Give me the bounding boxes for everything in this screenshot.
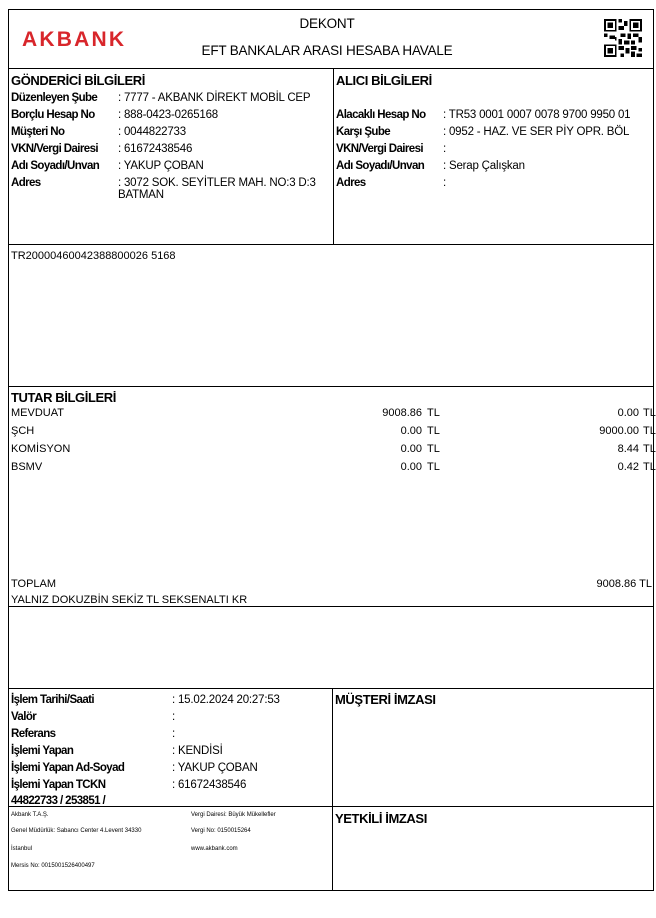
sender-address-line2: BATMAN bbox=[118, 189, 164, 201]
sender-receiver-divider bbox=[333, 68, 334, 244]
transaction-date-label: İşlem Tarihi/Saati bbox=[11, 694, 94, 706]
amount-row-debit-currency: TL bbox=[427, 461, 440, 473]
performer-name-value: : YAKUP ÇOBAN bbox=[172, 762, 258, 774]
signature-divider bbox=[332, 688, 333, 891]
value-date-label: Valör bbox=[11, 711, 37, 723]
sender-tax-value: : 61672438546 bbox=[118, 143, 193, 155]
parties-divider bbox=[8, 244, 654, 245]
customer-signature-label: MÜŞTERİ İMZASI bbox=[335, 692, 436, 707]
amount-row-debit: 0.00 bbox=[400, 461, 422, 473]
performer-tckn-value: : 61672438546 bbox=[172, 779, 247, 791]
sender-name-label: Adı Soyadı/Unvan bbox=[11, 160, 100, 172]
akbank-logo: AKBANK bbox=[22, 28, 127, 51]
receiver-tax-label: VKN/Vergi Dairesi bbox=[336, 143, 423, 155]
receiver-address-label: Adres bbox=[336, 177, 366, 189]
transaction-date-value: : 15.02.2024 20:27:53 bbox=[172, 694, 280, 706]
transaction-title: EFT BANKALAR ARASI HESABA HAVALE bbox=[201, 43, 453, 58]
sender-customer-no-value: : 0044822733 bbox=[118, 126, 186, 138]
receiver-account-label: Alacaklı Hesap No bbox=[336, 109, 426, 121]
receiver-branch-label: Karşı Şube bbox=[336, 126, 391, 138]
amount-row-credit-currency: TL bbox=[643, 461, 656, 473]
sender-account-value: : 888-0423-0265168 bbox=[118, 109, 218, 121]
performer-tckn-label: İşlemi Yapan TCKN bbox=[11, 779, 106, 791]
performed-by-value: : KENDİSİ bbox=[172, 745, 223, 757]
transaction-description: TR20000460042388800026 5168 bbox=[11, 250, 176, 262]
amount-row-credit-currency: TL bbox=[643, 443, 656, 455]
amount-row-debit-currency: TL bbox=[427, 425, 440, 437]
sender-address-label: Adres bbox=[11, 177, 41, 189]
bank-tax-no: Vergi No: 0150015264 bbox=[191, 828, 251, 834]
value-date-value: : bbox=[172, 711, 175, 723]
amount-row-debit-currency: TL bbox=[427, 407, 440, 419]
bank-tax-office: Vergi Dairesi: Büyük Mükellefler bbox=[191, 812, 276, 818]
amount-row-credit-currency: TL bbox=[643, 425, 656, 437]
amount-row-label: ŞCH bbox=[11, 425, 35, 437]
sender-name-value: : YAKUP ÇOBAN bbox=[118, 160, 204, 172]
amount-row-credit: 9000.00 bbox=[599, 425, 639, 437]
reference-value: : bbox=[172, 728, 175, 740]
amounts-divider bbox=[8, 606, 654, 607]
bank-head-office: Genel Müdürlük: Sabancı Center 4.Levent 34330 bbox=[11, 828, 142, 834]
description-divider bbox=[8, 386, 654, 387]
amount-row-label: KOMİSYON bbox=[11, 443, 71, 455]
amount-row-credit-currency: TL bbox=[643, 407, 656, 419]
document-type: DEKONT bbox=[299, 16, 355, 31]
receiver-account-value: : TR53 0001 0007 0078 9700 9950 01 bbox=[443, 109, 631, 121]
amount-row-debit: 9008.86 bbox=[382, 407, 422, 419]
total-value: 9008.86 TL bbox=[596, 578, 652, 590]
amount-row-credit: 8.44 bbox=[617, 443, 639, 455]
performed-by-label: İşlemi Yapan bbox=[11, 745, 74, 757]
transaction-divider bbox=[8, 688, 654, 689]
total-label: TOPLAM bbox=[11, 578, 57, 590]
amount-row-credit: 0.42 bbox=[617, 461, 639, 473]
sender-tax-label: VKN/Vergi Dairesi bbox=[11, 143, 98, 155]
amount-row-debit: 0.00 bbox=[400, 425, 422, 437]
reference-label: Referans bbox=[11, 728, 56, 740]
sender-branch-value: : 7777 - AKBANK DİREKT MOBİL CEP bbox=[118, 92, 311, 104]
receiver-section-title: ALICI BİLGİLERİ bbox=[336, 73, 432, 88]
bank-mersis-no: Mersis No: 0015001526400497 bbox=[11, 863, 95, 869]
header-divider bbox=[8, 68, 654, 69]
footer-code: 44822733 / 253851 / bbox=[11, 795, 106, 807]
performer-name-label: İşlemi Yapan Ad-Soyad bbox=[11, 762, 125, 774]
receiver-tax-value: : bbox=[443, 143, 446, 155]
receiver-name-value: : Serap Çalışkan bbox=[443, 160, 525, 172]
receiver-name-label: Adı Soyadı/Unvan bbox=[336, 160, 425, 172]
bank-website: www.akbank.com bbox=[191, 846, 238, 852]
amounts-section-title: TUTAR BİLGİLERİ bbox=[11, 390, 116, 405]
qr-code-icon bbox=[604, 19, 642, 57]
sender-account-label: Borçlu Hesap No bbox=[11, 109, 95, 121]
amount-row-label: MEVDUAT bbox=[11, 407, 64, 419]
bank-company-name: Akbank T.A.Ş. bbox=[11, 812, 49, 818]
amount-row-debit-currency: TL bbox=[427, 443, 440, 455]
sender-customer-no-label: Müşteri No bbox=[11, 126, 65, 138]
authorized-signature-label: YETKİLİ İMZASI bbox=[335, 811, 427, 826]
receiver-branch-value: : 0952 - HAZ. VE SER PİY OPR. BÖL bbox=[443, 126, 630, 138]
sender-section-title: GÖNDERİCİ BİLGİLERİ bbox=[11, 73, 145, 88]
amount-in-words: YALNIZ DOKUZBİN SEKİZ TL SEKSENALTI KR bbox=[11, 594, 248, 606]
sender-branch-label: Düzenleyen Şube bbox=[11, 92, 98, 104]
receiver-address-value: : bbox=[443, 177, 446, 189]
bank-city: İstanbul bbox=[11, 846, 33, 852]
amount-row-label: BSMV bbox=[11, 461, 43, 473]
sender-address-value: : 3072 SOK. SEYİTLER MAH. NO:3 D:3 bbox=[118, 177, 316, 189]
amount-row-credit: 0.00 bbox=[617, 407, 639, 419]
amount-row-debit: 0.00 bbox=[400, 443, 422, 455]
